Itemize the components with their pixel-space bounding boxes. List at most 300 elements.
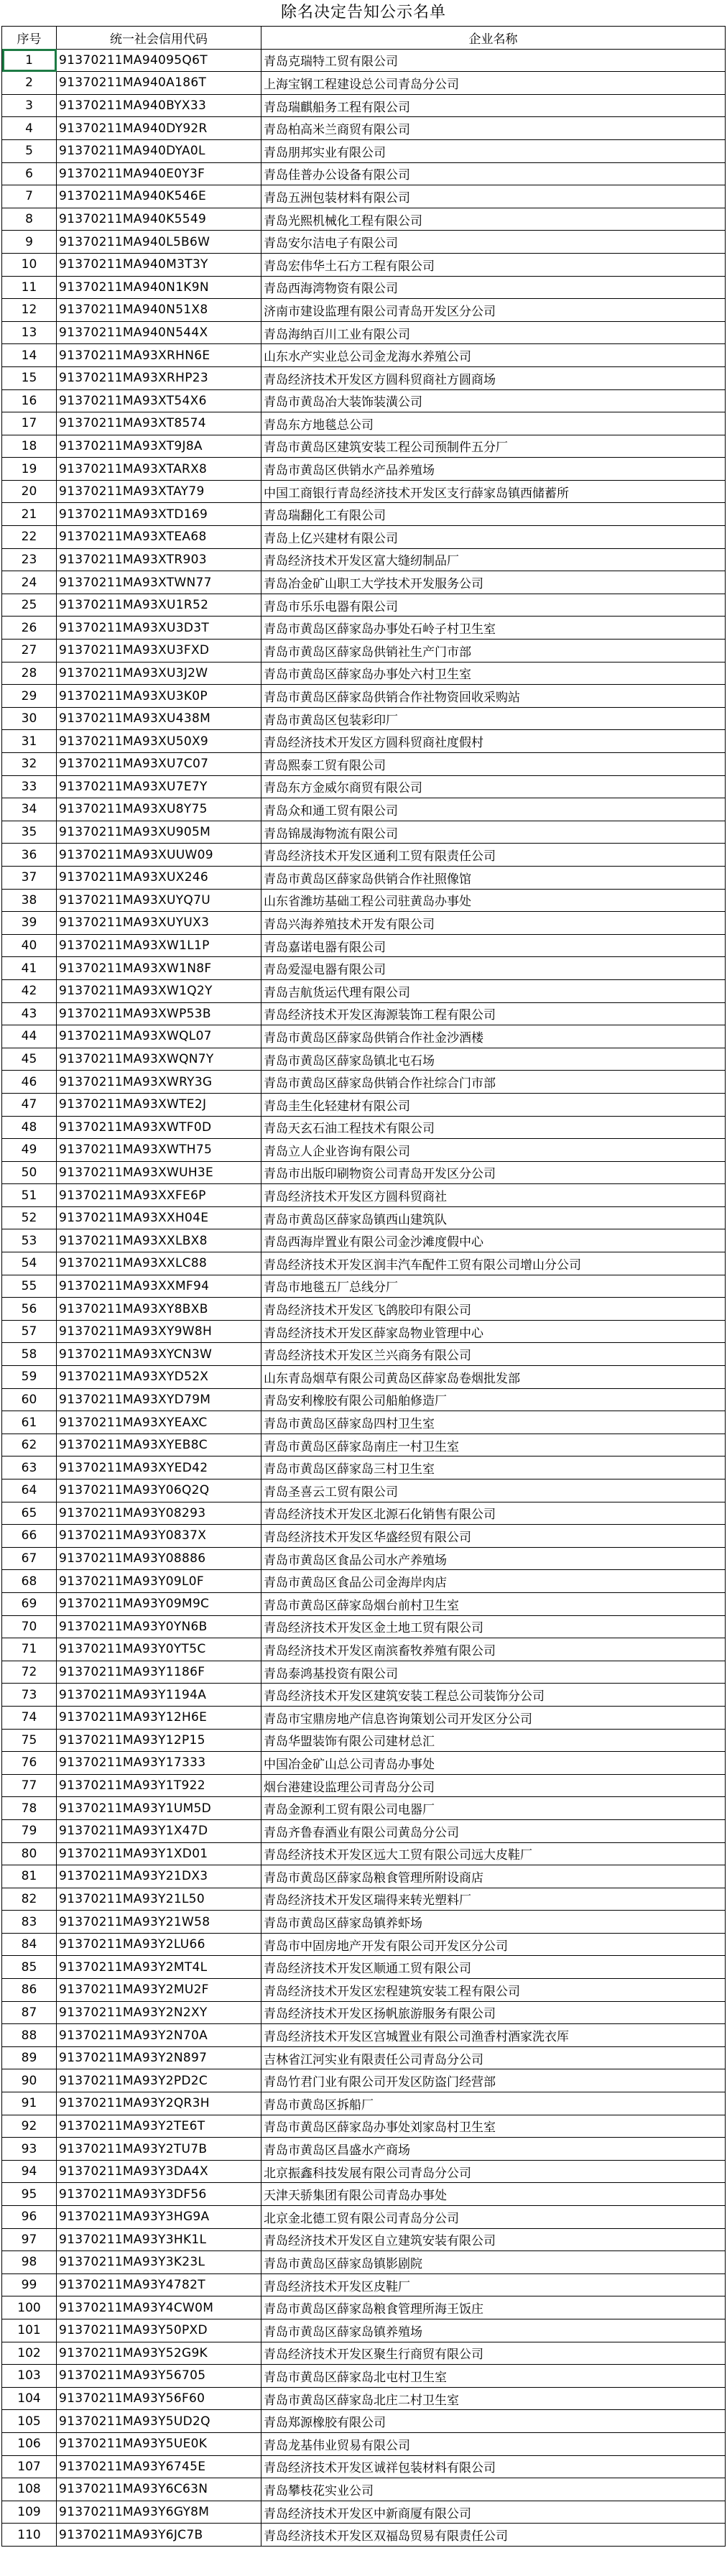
row-seq-cell[interactable]: 52	[2, 1206, 57, 1229]
row-credit-code-cell[interactable]: 91370211MA93XTARX8	[57, 458, 261, 481]
row-company-name-cell[interactable]: 青岛圭生化轻建材有限公司	[261, 1093, 726, 1116]
row-seq-cell[interactable]: 90	[2, 2069, 57, 2092]
row-credit-code-cell[interactable]: 91370211MA93Y2LU66	[57, 1933, 261, 1956]
row-company-name-cell[interactable]: 青岛经济技术开发区瑞得来转光塑料厂	[261, 1888, 726, 1911]
row-company-name-cell[interactable]: 青岛光熙机械化工程有限公司	[261, 208, 726, 231]
row-credit-code-cell[interactable]: 91370211MA93Y06Q2Q	[57, 1479, 261, 1502]
row-credit-code-cell[interactable]: 91370211MA93XU3J2W	[57, 662, 261, 685]
row-company-name-cell[interactable]: 青岛东方金威尔商贸有限公司	[261, 775, 726, 798]
row-seq-cell[interactable]: 40	[2, 934, 57, 957]
row-credit-code-cell[interactable]: 91370211MA93Y21DX3	[57, 1865, 261, 1888]
row-credit-code-cell[interactable]: 91370211MA93XUYQ7U	[57, 889, 261, 912]
row-company-name-cell[interactable]: 青岛天玄石油工程技术有限公司	[261, 1116, 726, 1139]
row-company-name-cell[interactable]: 青岛嘉诺电器有限公司	[261, 934, 726, 957]
row-company-name-cell[interactable]: 青岛竹君门业有限公司开发区防盗门经营部	[261, 2069, 726, 2092]
row-seq-cell[interactable]: 10	[2, 253, 57, 276]
row-seq-cell[interactable]: 73	[2, 1684, 57, 1707]
row-company-name-cell[interactable]: 青岛众和通工贸有限公司	[261, 798, 726, 821]
row-company-name-cell[interactable]: 青岛熙泰工贸有限公司	[261, 753, 726, 776]
row-seq-cell[interactable]: 31	[2, 730, 57, 753]
row-seq-cell[interactable]: 21	[2, 503, 57, 526]
row-seq-cell[interactable]: 65	[2, 1502, 57, 1525]
row-credit-code-cell[interactable]: 91370211MA93XT8574	[57, 412, 261, 435]
row-company-name-cell[interactable]: 青岛爱湿电器有限公司	[261, 957, 726, 980]
row-seq-cell[interactable]: 32	[2, 753, 57, 776]
row-seq-cell[interactable]: 19	[2, 458, 57, 481]
row-seq-cell[interactable]: 49	[2, 1139, 57, 1162]
row-credit-code-cell[interactable]: 91370211MA940K546E	[57, 185, 261, 208]
row-seq-cell[interactable]: 62	[2, 1434, 57, 1456]
row-company-name-cell[interactable]: 青岛市黄岛区昌盛水产商场	[261, 2138, 726, 2161]
row-company-name-cell[interactable]: 青岛市黄岛冶大装饰装潢公司	[261, 389, 726, 412]
row-credit-code-cell[interactable]: 91370211MA93XWUH3E	[57, 1161, 261, 1184]
row-company-name-cell[interactable]: 青岛宏伟华土石方工程有限公司	[261, 253, 726, 276]
row-credit-code-cell[interactable]: 91370211MA93Y4CW0M	[57, 2296, 261, 2319]
row-company-name-cell[interactable]: 青岛市中固房地产开发有限公司开发区分公司	[261, 1933, 726, 1956]
row-seq-cell[interactable]: 18	[2, 435, 57, 458]
row-seq-cell[interactable]: 63	[2, 1456, 57, 1479]
row-credit-code-cell[interactable]: 91370211MA940M3T3Y	[57, 253, 261, 276]
row-seq-cell[interactable]: 15	[2, 366, 57, 389]
row-company-name-cell[interactable]: 北京金北德工贸有限公司青岛分公司	[261, 2206, 726, 2229]
row-company-name-cell[interactable]: 青岛柏高米兰商贸有限公司	[261, 117, 726, 140]
row-seq-cell[interactable]: 68	[2, 1570, 57, 1593]
row-credit-code-cell[interactable]: 91370211MA93XYEAXC	[57, 1411, 261, 1434]
row-company-name-cell[interactable]: 青岛市黄岛区薛家岛镇养殖场	[261, 2319, 726, 2342]
row-company-name-cell[interactable]: 青岛市宝鼎房地产信息咨询策划公司开发区分公司	[261, 1706, 726, 1729]
row-company-name-cell[interactable]: 济南市建设监理有限公司青岛开发区分公司	[261, 299, 726, 322]
row-seq-cell[interactable]: 41	[2, 957, 57, 980]
row-company-name-cell[interactable]: 青岛佳普办公设备有限公司	[261, 162, 726, 185]
row-credit-code-cell[interactable]: 91370211MA93Y21W58	[57, 1911, 261, 1934]
row-company-name-cell[interactable]: 青岛西海湾物资有限公司	[261, 276, 726, 299]
row-credit-code-cell[interactable]: 91370211MA93Y0YT5C	[57, 1638, 261, 1661]
row-company-name-cell[interactable]: 青岛市黄岛区薛家岛北庄二村卫生室	[261, 2387, 726, 2410]
row-credit-code-cell[interactable]: 91370211MA93Y56705	[57, 2365, 261, 2388]
row-credit-code-cell[interactable]: 91370211MA93Y3K23L	[57, 2251, 261, 2274]
row-credit-code-cell[interactable]: 91370211MA93XWP53B	[57, 1002, 261, 1025]
row-company-name-cell[interactable]: 山东水产实业总公司金龙海水养殖公司	[261, 344, 726, 367]
row-seq-cell[interactable]: 5	[2, 139, 57, 162]
row-credit-code-cell[interactable]: 91370211MA93Y3DF56	[57, 2183, 261, 2206]
row-company-name-cell[interactable]: 青岛经济技术开发区宫城置业有限公司渔香村酒家洗衣厍	[261, 2024, 726, 2047]
row-seq-cell[interactable]: 88	[2, 2024, 57, 2047]
row-company-name-cell[interactable]: 青岛经济技术开发区兰兴商务有限公司	[261, 1343, 726, 1366]
row-credit-code-cell[interactable]: 91370211MA93Y3HG9A	[57, 2206, 261, 2229]
row-credit-code-cell[interactable]: 91370211MA93Y1186F	[57, 1661, 261, 1684]
row-credit-code-cell[interactable]: 91370211MA93Y2N2XY	[57, 2001, 261, 2024]
row-credit-code-cell[interactable]: 91370211MA93XUUW09	[57, 844, 261, 867]
row-credit-code-cell[interactable]: 91370211MA93Y2MU2F	[57, 1979, 261, 2002]
row-seq-cell[interactable]: 91	[2, 2092, 57, 2115]
row-company-name-cell[interactable]: 青岛市黄岛区建筑安装工程公司预制件五分厂	[261, 435, 726, 458]
row-company-name-cell[interactable]: 青岛经济技术开发区北源石化销售有限公司	[261, 1502, 726, 1525]
row-company-name-cell[interactable]: 青岛经济技术开发区双福岛贸易有限责任公司	[261, 2524, 726, 2547]
row-credit-code-cell[interactable]: 91370211MA93XXMF94	[57, 1275, 261, 1298]
row-credit-code-cell[interactable]: 91370211MA93Y6GY8M	[57, 2501, 261, 2524]
row-company-name-cell[interactable]: 青岛吉航货运代理有限公司	[261, 979, 726, 1002]
row-seq-cell[interactable]: 30	[2, 707, 57, 730]
row-company-name-cell[interactable]: 吉林省江河实业有限责任公司青岛分公司	[261, 2046, 726, 2069]
row-company-name-cell[interactable]: 青岛市黄岛区薛家岛镇养虾场	[261, 1911, 726, 1934]
row-credit-code-cell[interactable]: 91370211MA93XYD79M	[57, 1388, 261, 1411]
row-seq-cell[interactable]: 3	[2, 94, 57, 117]
header-company-name[interactable]: 企业名称	[261, 27, 726, 50]
row-credit-code-cell[interactable]: 91370211MA93XU438M	[57, 707, 261, 730]
row-credit-code-cell[interactable]: 91370211MA93XU905M	[57, 821, 261, 844]
row-company-name-cell[interactable]: 青岛市黄岛区薛家岛供销合作社物资回收采购站	[261, 685, 726, 708]
row-company-name-cell[interactable]: 青岛市地毯五厂总线分厂	[261, 1275, 726, 1298]
row-seq-cell[interactable]: 55	[2, 1275, 57, 1298]
row-credit-code-cell[interactable]: 91370211MA93Y17333	[57, 1752, 261, 1775]
row-credit-code-cell[interactable]: 91370211MA93XYEB8C	[57, 1434, 261, 1456]
row-credit-code-cell[interactable]: 91370211MA93XWQL07	[57, 1025, 261, 1048]
row-seq-cell[interactable]: 74	[2, 1706, 57, 1729]
row-seq-cell[interactable]: 85	[2, 1956, 57, 1979]
row-seq-cell[interactable]: 97	[2, 2228, 57, 2251]
row-seq-cell[interactable]: 105	[2, 2410, 57, 2433]
row-seq-cell[interactable]: 47	[2, 1093, 57, 1116]
row-seq-cell[interactable]: 69	[2, 1592, 57, 1615]
row-credit-code-cell[interactable]: 91370211MA93XW1N8F	[57, 957, 261, 980]
row-company-name-cell[interactable]: 青岛经济技术开发区方圆科贸商社度假村	[261, 730, 726, 753]
row-seq-cell[interactable]: 72	[2, 1661, 57, 1684]
row-seq-cell[interactable]: 56	[2, 1298, 57, 1321]
row-seq-cell[interactable]: 67	[2, 1547, 57, 1570]
row-credit-code-cell[interactable]: 91370211MA93XYD52X	[57, 1366, 261, 1389]
row-seq-cell[interactable]: 106	[2, 2432, 57, 2455]
row-company-name-cell[interactable]: 青岛市黄岛区薛家岛办事处六村卫生室	[261, 662, 726, 685]
row-seq-cell[interactable]: 28	[2, 662, 57, 685]
row-seq-cell[interactable]: 35	[2, 821, 57, 844]
row-company-name-cell[interactable]: 青岛克瑞特工贸有限公司	[261, 49, 726, 72]
row-credit-code-cell[interactable]: 91370211MA93Y1UM5D	[57, 1797, 261, 1820]
row-credit-code-cell[interactable]: 91370211MA93XU3D3T	[57, 617, 261, 640]
row-company-name-cell[interactable]: 青岛经济技术开发区皮鞋厂	[261, 2273, 726, 2296]
row-company-name-cell[interactable]: 青岛市黄岛区薛家岛四村卫生室	[261, 1411, 726, 1434]
row-credit-code-cell[interactable]: 91370211MA93XTD169	[57, 503, 261, 526]
row-company-name-cell[interactable]: 青岛市黄岛区薛家岛北屯村卫生室	[261, 2365, 726, 2388]
row-credit-code-cell[interactable]: 91370211MA93XY9W8H	[57, 1320, 261, 1343]
row-credit-code-cell[interactable]: 91370211MA93Y2MT4L	[57, 1956, 261, 1979]
row-company-name-cell[interactable]: 青岛经济技术开发区海源装饰工程有限公司	[261, 1002, 726, 1025]
row-credit-code-cell[interactable]: 91370211MA93Y09M9C	[57, 1592, 261, 1615]
row-credit-code-cell[interactable]: 91370211MA93Y2TU7B	[57, 2138, 261, 2161]
row-seq-cell[interactable]: 29	[2, 685, 57, 708]
row-seq-cell[interactable]: 38	[2, 889, 57, 912]
row-company-name-cell[interactable]: 青岛市黄岛区供销水产品养殖场	[261, 458, 726, 481]
row-credit-code-cell[interactable]: 91370211MA93Y5UD2Q	[57, 2410, 261, 2433]
row-company-name-cell[interactable]: 青岛市黄岛区薛家岛供销社生产门市部	[261, 640, 726, 663]
row-seq-cell[interactable]: 33	[2, 775, 57, 798]
row-company-name-cell[interactable]: 青岛市黄岛区薛家岛供销合作社金沙酒楼	[261, 1025, 726, 1048]
row-company-name-cell[interactable]: 北京振鑫科技发展有限公司青岛分公司	[261, 2160, 726, 2183]
row-seq-cell[interactable]: 83	[2, 1911, 57, 1934]
row-seq-cell[interactable]: 25	[2, 594, 57, 617]
row-credit-code-cell[interactable]: 91370211MA93XYED42	[57, 1456, 261, 1479]
row-company-name-cell[interactable]: 青岛经济技术开发区聚生行商贸有限公司	[261, 2342, 726, 2365]
row-company-name-cell[interactable]: 青岛市黄岛区薛家岛南庄一村卫生室	[261, 1434, 726, 1456]
row-seq-cell[interactable]: 11	[2, 276, 57, 299]
row-company-name-cell[interactable]: 青岛市黄岛区薛家岛镇北屯石场	[261, 1048, 726, 1071]
row-credit-code-cell[interactable]: 91370211MA93Y12P15	[57, 1729, 261, 1752]
row-company-name-cell[interactable]: 青岛市黄岛区拆船厂	[261, 2092, 726, 2115]
row-credit-code-cell[interactable]: 91370211MA93Y2TE6T	[57, 2115, 261, 2138]
row-seq-cell[interactable]: 22	[2, 526, 57, 549]
row-company-name-cell[interactable]: 青岛经济技术开发区金土地工贸有限公司	[261, 1615, 726, 1638]
row-company-name-cell[interactable]: 青岛经济技术开发区富大缝纫制品厂	[261, 548, 726, 571]
row-seq-cell[interactable]: 50	[2, 1161, 57, 1184]
row-seq-cell[interactable]: 17	[2, 412, 57, 435]
row-credit-code-cell[interactable]: 91370211MA940N1K9N	[57, 276, 261, 299]
row-credit-code-cell[interactable]: 91370211MA940BYX33	[57, 94, 261, 117]
row-company-name-cell[interactable]: 青岛经济技术开发区宏程建筑安装工程有限公司	[261, 1979, 726, 2002]
row-company-name-cell[interactable]: 青岛市黄岛区薛家岛烟台前村卫生室	[261, 1592, 726, 1615]
row-company-name-cell[interactable]: 青岛经济技术开发区通利工贸有限责任公司	[261, 844, 726, 867]
row-company-name-cell[interactable]: 青岛市黄岛区薛家岛粮食管理所海王饭庄	[261, 2296, 726, 2319]
row-seq-cell[interactable]: 84	[2, 1933, 57, 1956]
row-credit-code-cell[interactable]: 91370211MA93XXLC88	[57, 1252, 261, 1275]
row-credit-code-cell[interactable]: 91370211MA93XU3FXD	[57, 640, 261, 663]
row-company-name-cell[interactable]: 青岛经济技术开发区顺通工贸有限公司	[261, 1956, 726, 1979]
row-company-name-cell[interactable]: 青岛经济技术开发区自立建筑安装有限公司	[261, 2228, 726, 2251]
row-seq-cell[interactable]: 94	[2, 2160, 57, 2183]
row-credit-code-cell[interactable]: 91370211MA93XRHN6E	[57, 344, 261, 367]
row-credit-code-cell[interactable]: 91370211MA93Y56F60	[57, 2387, 261, 2410]
row-seq-cell[interactable]: 8	[2, 208, 57, 231]
row-credit-code-cell[interactable]: 91370211MA93XW1L1P	[57, 934, 261, 957]
row-seq-cell[interactable]: 107	[2, 2455, 57, 2478]
row-seq-cell[interactable]: 54	[2, 1252, 57, 1275]
row-company-name-cell[interactable]: 青岛经济技术开发区扬帆旅游服务有限公司	[261, 2001, 726, 2024]
row-seq-cell[interactable]: 59	[2, 1366, 57, 1389]
row-credit-code-cell[interactable]: 91370211MA93XU50X9	[57, 730, 261, 753]
row-company-name-cell[interactable]: 青岛经济技术开发区远大工贸有限公司远大皮鞋厂	[261, 1842, 726, 1865]
row-seq-cell[interactable]: 71	[2, 1638, 57, 1661]
row-credit-code-cell[interactable]: 91370211MA93XU1R52	[57, 594, 261, 617]
row-seq-cell[interactable]: 1	[2, 49, 57, 72]
row-company-name-cell[interactable]: 青岛龙基伟业贸易有限公司	[261, 2432, 726, 2455]
row-credit-code-cell[interactable]: 91370211MA93XU7E7Y	[57, 775, 261, 798]
row-company-name-cell[interactable]: 中国冶金矿山总公司青岛办事处	[261, 1752, 726, 1775]
row-credit-code-cell[interactable]: 91370211MA93Y4782T	[57, 2273, 261, 2296]
row-credit-code-cell[interactable]: 91370211MA940DY92R	[57, 117, 261, 140]
row-seq-cell[interactable]: 14	[2, 344, 57, 367]
row-company-name-cell[interactable]: 青岛市黄岛区包装彩印厂	[261, 707, 726, 730]
row-company-name-cell[interactable]: 青岛市出版印刷物资公司青岛开发区分公司	[261, 1161, 726, 1184]
row-credit-code-cell[interactable]: 91370211MA93Y2N897	[57, 2046, 261, 2069]
row-seq-cell[interactable]: 95	[2, 2183, 57, 2206]
row-credit-code-cell[interactable]: 91370211MA940K5549	[57, 208, 261, 231]
row-seq-cell[interactable]: 66	[2, 1525, 57, 1548]
row-company-name-cell[interactable]: 青岛上亿兴建材有限公司	[261, 526, 726, 549]
row-seq-cell[interactable]: 80	[2, 1842, 57, 1865]
row-credit-code-cell[interactable]: 91370211MA93XWTF0D	[57, 1116, 261, 1139]
row-company-name-cell[interactable]: 天津天骄集团有限公司青岛办事处	[261, 2183, 726, 2206]
row-company-name-cell[interactable]: 青岛朋邦实业有限公司	[261, 139, 726, 162]
row-company-name-cell[interactable]: 青岛经济技术开发区建筑安装工程总公司装饰分公司	[261, 1684, 726, 1707]
row-credit-code-cell[interactable]: 91370211MA93Y6JC7B	[57, 2524, 261, 2547]
row-company-name-cell[interactable]: 青岛攀枝花实业公司	[261, 2478, 726, 2501]
row-company-name-cell[interactable]: 青岛市黄岛区食品公司金海岸肉店	[261, 1570, 726, 1593]
row-seq-cell[interactable]: 99	[2, 2273, 57, 2296]
row-seq-cell[interactable]: 44	[2, 1025, 57, 1048]
row-credit-code-cell[interactable]: 91370211MA93XU3K0P	[57, 685, 261, 708]
row-seq-cell[interactable]: 36	[2, 844, 57, 867]
row-company-name-cell[interactable]: 青岛锦晟海物流有限公司	[261, 821, 726, 844]
row-credit-code-cell[interactable]: 91370211MA93Y2QR3H	[57, 2092, 261, 2115]
row-company-name-cell[interactable]: 青岛泰鸿基投资有限公司	[261, 1661, 726, 1684]
header-credit-code[interactable]: 统一社会信用代码	[57, 27, 261, 50]
row-company-name-cell[interactable]: 青岛西海岸置业有限公司金沙滩度假中心	[261, 1229, 726, 1252]
row-seq-cell[interactable]: 2	[2, 72, 57, 95]
row-company-name-cell[interactable]: 青岛经济技术开发区飞鸽胶印有限公司	[261, 1298, 726, 1321]
row-credit-code-cell[interactable]: 91370211MA93Y50PXD	[57, 2319, 261, 2342]
row-credit-code-cell[interactable]: 91370211MA940DYA0L	[57, 139, 261, 162]
row-credit-code-cell[interactable]: 91370211MA93Y1XD01	[57, 1842, 261, 1865]
row-credit-code-cell[interactable]: 91370211MA94095Q6T	[57, 49, 261, 72]
row-seq-cell[interactable]: 13	[2, 321, 57, 344]
row-seq-cell[interactable]: 70	[2, 1615, 57, 1638]
row-seq-cell[interactable]: 23	[2, 548, 57, 571]
row-seq-cell[interactable]: 77	[2, 1774, 57, 1797]
row-company-name-cell[interactable]: 青岛经济技术开发区方圆科贸商社方圆商场	[261, 366, 726, 389]
row-company-name-cell[interactable]: 青岛圣喜云工贸有限公司	[261, 1479, 726, 1502]
row-credit-code-cell[interactable]: 91370211MA93Y1X47D	[57, 1819, 261, 1842]
row-company-name-cell[interactable]: 青岛五洲包装材料有限公司	[261, 185, 726, 208]
row-seq-cell[interactable]: 7	[2, 185, 57, 208]
row-company-name-cell[interactable]: 青岛市黄岛区薛家岛供销合作社照像馆	[261, 866, 726, 889]
row-company-name-cell[interactable]: 青岛齐鲁春酒业有限公司黄岛分公司	[261, 1819, 726, 1842]
row-seq-cell[interactable]: 24	[2, 571, 57, 594]
row-seq-cell[interactable]: 96	[2, 2206, 57, 2229]
row-company-name-cell[interactable]: 青岛市黄岛区薛家岛镇影剧院	[261, 2251, 726, 2274]
row-company-name-cell[interactable]: 青岛市黄岛区薛家岛粮食管理所附设商店	[261, 1865, 726, 1888]
row-credit-code-cell[interactable]: 91370211MA93XWTH75	[57, 1139, 261, 1162]
row-seq-cell[interactable]: 58	[2, 1343, 57, 1366]
row-company-name-cell[interactable]: 青岛兴海养殖技术开发有限公司	[261, 912, 726, 935]
row-credit-code-cell[interactable]: 91370211MA93XT9J8A	[57, 435, 261, 458]
header-seq[interactable]: 序号	[2, 27, 57, 50]
row-seq-cell[interactable]: 76	[2, 1752, 57, 1775]
row-seq-cell[interactable]: 42	[2, 979, 57, 1002]
row-credit-code-cell[interactable]: 91370211MA93Y09L0F	[57, 1570, 261, 1593]
row-credit-code-cell[interactable]: 91370211MA93XU7C07	[57, 753, 261, 776]
row-seq-cell[interactable]: 60	[2, 1388, 57, 1411]
row-seq-cell[interactable]: 37	[2, 866, 57, 889]
row-seq-cell[interactable]: 6	[2, 162, 57, 185]
row-company-name-cell[interactable]: 青岛瑞麒船务工程有限公司	[261, 94, 726, 117]
row-credit-code-cell[interactable]: 91370211MA93XWRY3G	[57, 1071, 261, 1094]
row-seq-cell[interactable]: 102	[2, 2342, 57, 2365]
row-seq-cell[interactable]: 43	[2, 1002, 57, 1025]
row-company-name-cell[interactable]: 青岛金源利工贸有限公司电器厂	[261, 1797, 726, 1820]
row-seq-cell[interactable]: 78	[2, 1797, 57, 1820]
row-seq-cell[interactable]: 16	[2, 389, 57, 412]
row-credit-code-cell[interactable]: 91370211MA93Y21L50	[57, 1888, 261, 1911]
row-credit-code-cell[interactable]: 91370211MA93Y12H6E	[57, 1706, 261, 1729]
row-credit-code-cell[interactable]: 91370211MA93XWQN7Y	[57, 1048, 261, 1071]
row-credit-code-cell[interactable]: 91370211MA93XTEA68	[57, 526, 261, 549]
row-credit-code-cell[interactable]: 91370211MA93Y3DA4X	[57, 2160, 261, 2183]
row-seq-cell[interactable]: 87	[2, 2001, 57, 2024]
row-seq-cell[interactable]: 20	[2, 480, 57, 503]
row-credit-code-cell[interactable]: 91370211MA93Y2N70A	[57, 2024, 261, 2047]
row-credit-code-cell[interactable]: 91370211MA93XWTE2J	[57, 1093, 261, 1116]
row-seq-cell[interactable]: 93	[2, 2138, 57, 2161]
row-credit-code-cell[interactable]: 91370211MA93XW1Q2Y	[57, 979, 261, 1002]
row-credit-code-cell[interactable]: 91370211MA93XRHP23	[57, 366, 261, 389]
row-company-name-cell[interactable]: 青岛市黄岛区薛家岛供销合作社综合门市部	[261, 1071, 726, 1094]
row-credit-code-cell[interactable]: 91370211MA93XTR903	[57, 548, 261, 571]
row-company-name-cell[interactable]: 青岛市黄岛区薛家岛三村卫生室	[261, 1456, 726, 1479]
row-seq-cell[interactable]: 39	[2, 912, 57, 935]
row-company-name-cell[interactable]: 山东省潍坊基础工程公司驻黄岛办事处	[261, 889, 726, 912]
row-seq-cell[interactable]: 27	[2, 640, 57, 663]
row-seq-cell[interactable]: 110	[2, 2524, 57, 2547]
row-credit-code-cell[interactable]: 91370211MA940N51X8	[57, 299, 261, 322]
row-company-name-cell[interactable]: 青岛东方地毯总公司	[261, 412, 726, 435]
row-seq-cell[interactable]: 101	[2, 2319, 57, 2342]
row-company-name-cell[interactable]: 青岛海纳百川工业有限公司	[261, 321, 726, 344]
row-credit-code-cell[interactable]: 91370211MA940N544X	[57, 321, 261, 344]
row-company-name-cell[interactable]: 青岛经济技术开发区润丰汽车配件工贸有限公司增山分公司	[261, 1252, 726, 1275]
row-credit-code-cell[interactable]: 91370211MA93XTWN77	[57, 571, 261, 594]
row-credit-code-cell[interactable]: 91370211MA93Y1T922	[57, 1774, 261, 1797]
row-company-name-cell[interactable]: 青岛经济技术开发区方圆科贸商社	[261, 1184, 726, 1207]
row-seq-cell[interactable]: 34	[2, 798, 57, 821]
row-seq-cell[interactable]: 61	[2, 1411, 57, 1434]
row-credit-code-cell[interactable]: 91370211MA93Y52G9K	[57, 2342, 261, 2365]
row-seq-cell[interactable]: 79	[2, 1819, 57, 1842]
row-company-name-cell[interactable]: 青岛经济技术开发区中新商厦有限公司	[261, 2501, 726, 2524]
row-credit-code-cell[interactable]: 91370211MA93Y08886	[57, 1547, 261, 1570]
row-seq-cell[interactable]: 82	[2, 1888, 57, 1911]
row-credit-code-cell[interactable]: 91370211MA93XY8BXB	[57, 1298, 261, 1321]
row-credit-code-cell[interactable]: 91370211MA93XU8Y75	[57, 798, 261, 821]
row-credit-code-cell[interactable]: 91370211MA93Y3HK1L	[57, 2228, 261, 2251]
row-seq-cell[interactable]: 109	[2, 2501, 57, 2524]
row-credit-code-cell[interactable]: 91370211MA940E0Y3F	[57, 162, 261, 185]
row-seq-cell[interactable]: 9	[2, 231, 57, 254]
row-seq-cell[interactable]: 104	[2, 2387, 57, 2410]
row-seq-cell[interactable]: 86	[2, 1979, 57, 2002]
row-company-name-cell[interactable]: 青岛经济技术开发区薛家岛物业管理中心	[261, 1320, 726, 1343]
row-company-name-cell[interactable]: 青岛经济技术开发区南滨畜牧养殖有限公司	[261, 1638, 726, 1661]
row-credit-code-cell[interactable]: 91370211MA93Y08293	[57, 1502, 261, 1525]
row-seq-cell[interactable]: 51	[2, 1184, 57, 1207]
row-seq-cell[interactable]: 103	[2, 2365, 57, 2388]
row-seq-cell[interactable]: 98	[2, 2251, 57, 2274]
row-seq-cell[interactable]: 53	[2, 1229, 57, 1252]
row-company-name-cell[interactable]: 青岛冶金矿山职工大学技术开发服务公司	[261, 571, 726, 594]
row-seq-cell[interactable]: 4	[2, 117, 57, 140]
row-credit-code-cell[interactable]: 91370211MA940A186T	[57, 72, 261, 95]
row-seq-cell[interactable]: 48	[2, 1116, 57, 1139]
row-credit-code-cell[interactable]: 91370211MA93Y0YN6B	[57, 1615, 261, 1638]
row-company-name-cell[interactable]: 中国工商银行青岛经济技术开发区支行薛家岛镇西储蓄所	[261, 480, 726, 503]
row-company-name-cell[interactable]: 青岛安尔洁电子有限公司	[261, 231, 726, 254]
row-seq-cell[interactable]: 92	[2, 2115, 57, 2138]
row-credit-code-cell[interactable]: 91370211MA93Y5UE0K	[57, 2432, 261, 2455]
row-seq-cell[interactable]: 26	[2, 617, 57, 640]
row-seq-cell[interactable]: 57	[2, 1320, 57, 1343]
row-seq-cell[interactable]: 108	[2, 2478, 57, 2501]
row-credit-code-cell[interactable]: 91370211MA93XT54X6	[57, 389, 261, 412]
row-credit-code-cell[interactable]: 91370211MA93XXFE6P	[57, 1184, 261, 1207]
row-company-name-cell[interactable]: 烟台港建设监理公司青岛分公司	[261, 1774, 726, 1797]
row-company-name-cell[interactable]: 青岛安利橡胶有限公司船舶修造厂	[261, 1388, 726, 1411]
